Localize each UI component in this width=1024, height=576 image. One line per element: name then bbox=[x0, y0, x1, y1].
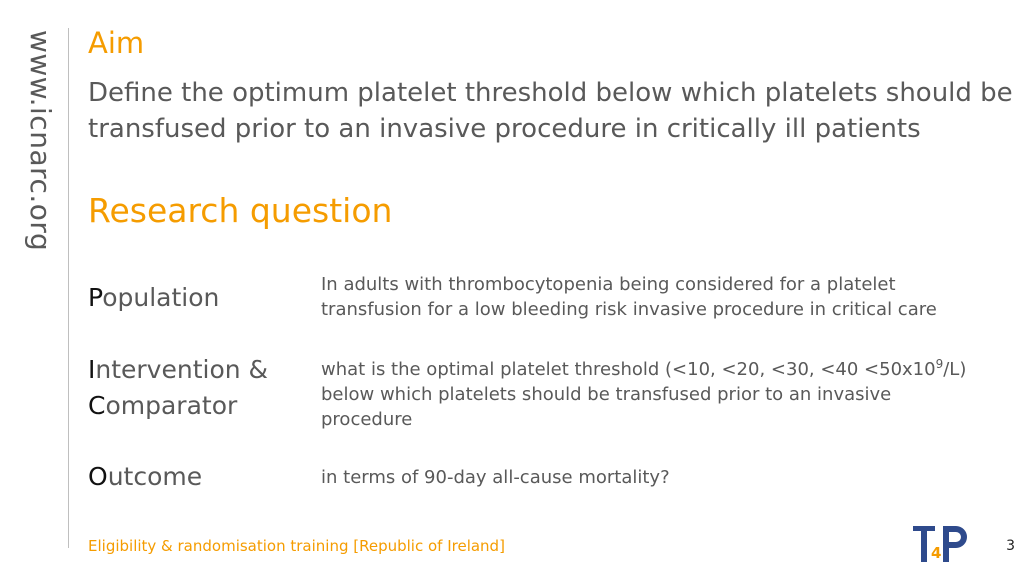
intervention-label-rest: ntervention & bbox=[95, 355, 269, 384]
logo-t-stem bbox=[921, 526, 927, 562]
logo-p-bowl bbox=[946, 526, 967, 548]
intervention-description-start: what is the optimal platelet threshold (<10, <20, <30, <40 <50x10 bbox=[321, 359, 936, 380]
comparator-initial: C bbox=[88, 391, 106, 420]
page-number: 3 bbox=[1006, 538, 1015, 554]
intervention-description bbox=[321, 357, 971, 432]
logo-four: 4 bbox=[931, 544, 942, 562]
research-question-heading: Research question bbox=[88, 191, 393, 230]
intervention-initial: I bbox=[88, 355, 96, 384]
comparator-label-rest: omparator bbox=[105, 391, 238, 420]
population-label-rest: opulation bbox=[102, 283, 220, 312]
footer-text: Eligibility & randomisation training [Republic of Ireland] bbox=[88, 537, 505, 555]
outcome-label-rest: utcome bbox=[107, 462, 203, 491]
population-label bbox=[88, 280, 219, 316]
outcome-description: in terms of 90-day all-cause mortality? bbox=[321, 467, 670, 488]
vertical-divider bbox=[68, 28, 69, 548]
aim-heading: Aim bbox=[88, 26, 145, 60]
population-description: In adults with thrombocytopenia being considered for a platelet transfusion for a low bleeding risk invasive procedure in critical care bbox=[321, 274, 937, 320]
t4p-logo bbox=[910, 522, 970, 566]
outcome-initial: O bbox=[88, 462, 108, 491]
intervention-description-end: /L) below which platelets should be transfused prior to an invasive procedure bbox=[321, 359, 967, 430]
aim-text: Define the optimum platelet threshold below which platelets should be transfused prior to an invasive procedure in critically ill patients bbox=[88, 78, 1013, 144]
comparator-label bbox=[88, 388, 237, 424]
population-initial: P bbox=[88, 283, 103, 312]
intervention-label bbox=[88, 352, 268, 388]
outcome-label bbox=[88, 459, 202, 495]
website-url[interactable]: www.icnarc.org bbox=[24, 30, 57, 252]
intervention-description-superscript: 9 bbox=[935, 357, 944, 371]
